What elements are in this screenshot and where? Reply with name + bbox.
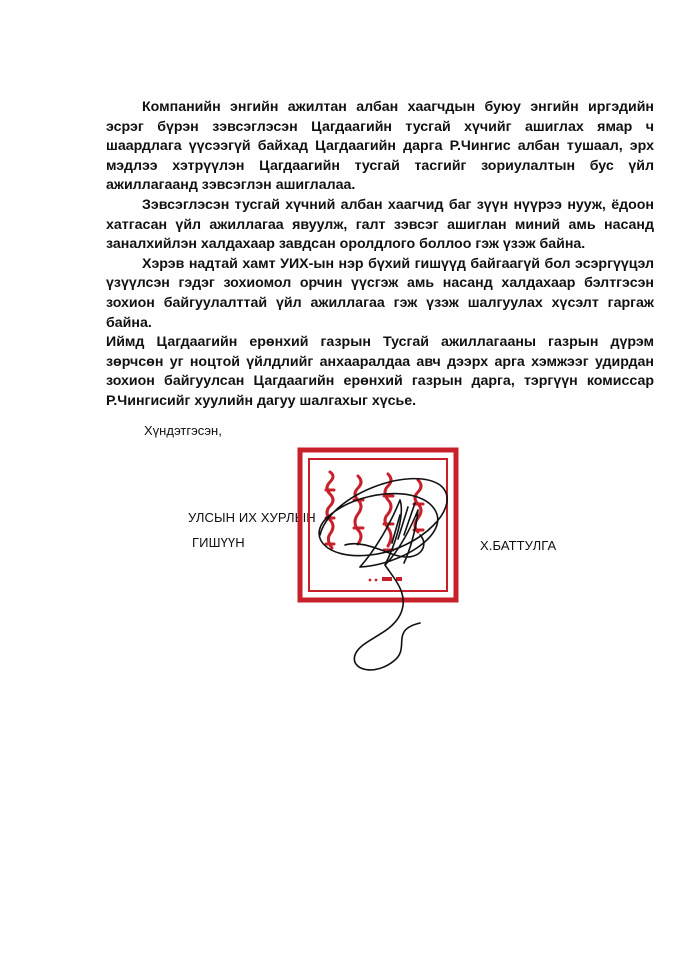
closing-salutation: Хүндэтгэсэн, xyxy=(144,423,222,438)
handwritten-signature xyxy=(300,455,470,685)
paragraph-1: Компанийн энгийн ажилтан албан хаагчдын буюу энгийн иргэдийн эсрэг бүрэн зэвсэглэсэн Цагдаагийн тусгай хүчийг ашиглах ямар ч шаардлага үүсээгүй байхад Цагдаагийн дарга Р.Чингис албан тушаал, эрх мэдлээ хэтрүүлэн Цагдаагийн тусгай тасгийг зориулалтын бус үйл ажиллагаанд зэвсэглэн ашиглалаа. xyxy=(106,99,654,194)
paragraph-3: Хэрэв надтай хамт УИХ-ын нэр бүхий гишүүд байгаагүй бол эсэргүүцэл үзүүлсэн гэдэг зохиомол орчин үүсгэж амь насанд халдахаар бэлтгэсэн зохион байгуулалттай үйл ажиллагаа гэж үзэж шалгуулах хүсэлт гаргаж байна. xyxy=(106,255,654,331)
signer-title-line-2: ГИШҮҮН xyxy=(192,535,245,550)
signer-name: Х.БАТТУЛГА xyxy=(480,538,557,553)
letter-body xyxy=(106,98,654,412)
paragraph-4: Иймд Цагдаагийн ерөнхий газрын Тусгай ажиллагааны газрын дүрэм зөрчсөн уг ноцтой үйлдлийг анхааралдаа авч дээрх арга хэмжээг удирдан зохион байгуулсан Цагдаагийн ерөнхий газрын дарга, тэргүүн комиссар Р.Чингисийг хуулийн дагуу шалгахыг хүсье. xyxy=(106,334,654,409)
paragraph-2: Зэвсэглэсэн тусгай хүчний албан хаагчид баг зүүн нүүрээ нууж, ёдоон хатгасан үйл ажиллагаа явуулж, галт зэвсэг ашиглан миний амь насанд заналхийлэн халдахаар завдсан оролдлого боллоо гэж үзэж байна. xyxy=(106,196,654,253)
signer-title-line-1: УЛСЫН ИХ ХУРЛЫН xyxy=(188,510,316,525)
